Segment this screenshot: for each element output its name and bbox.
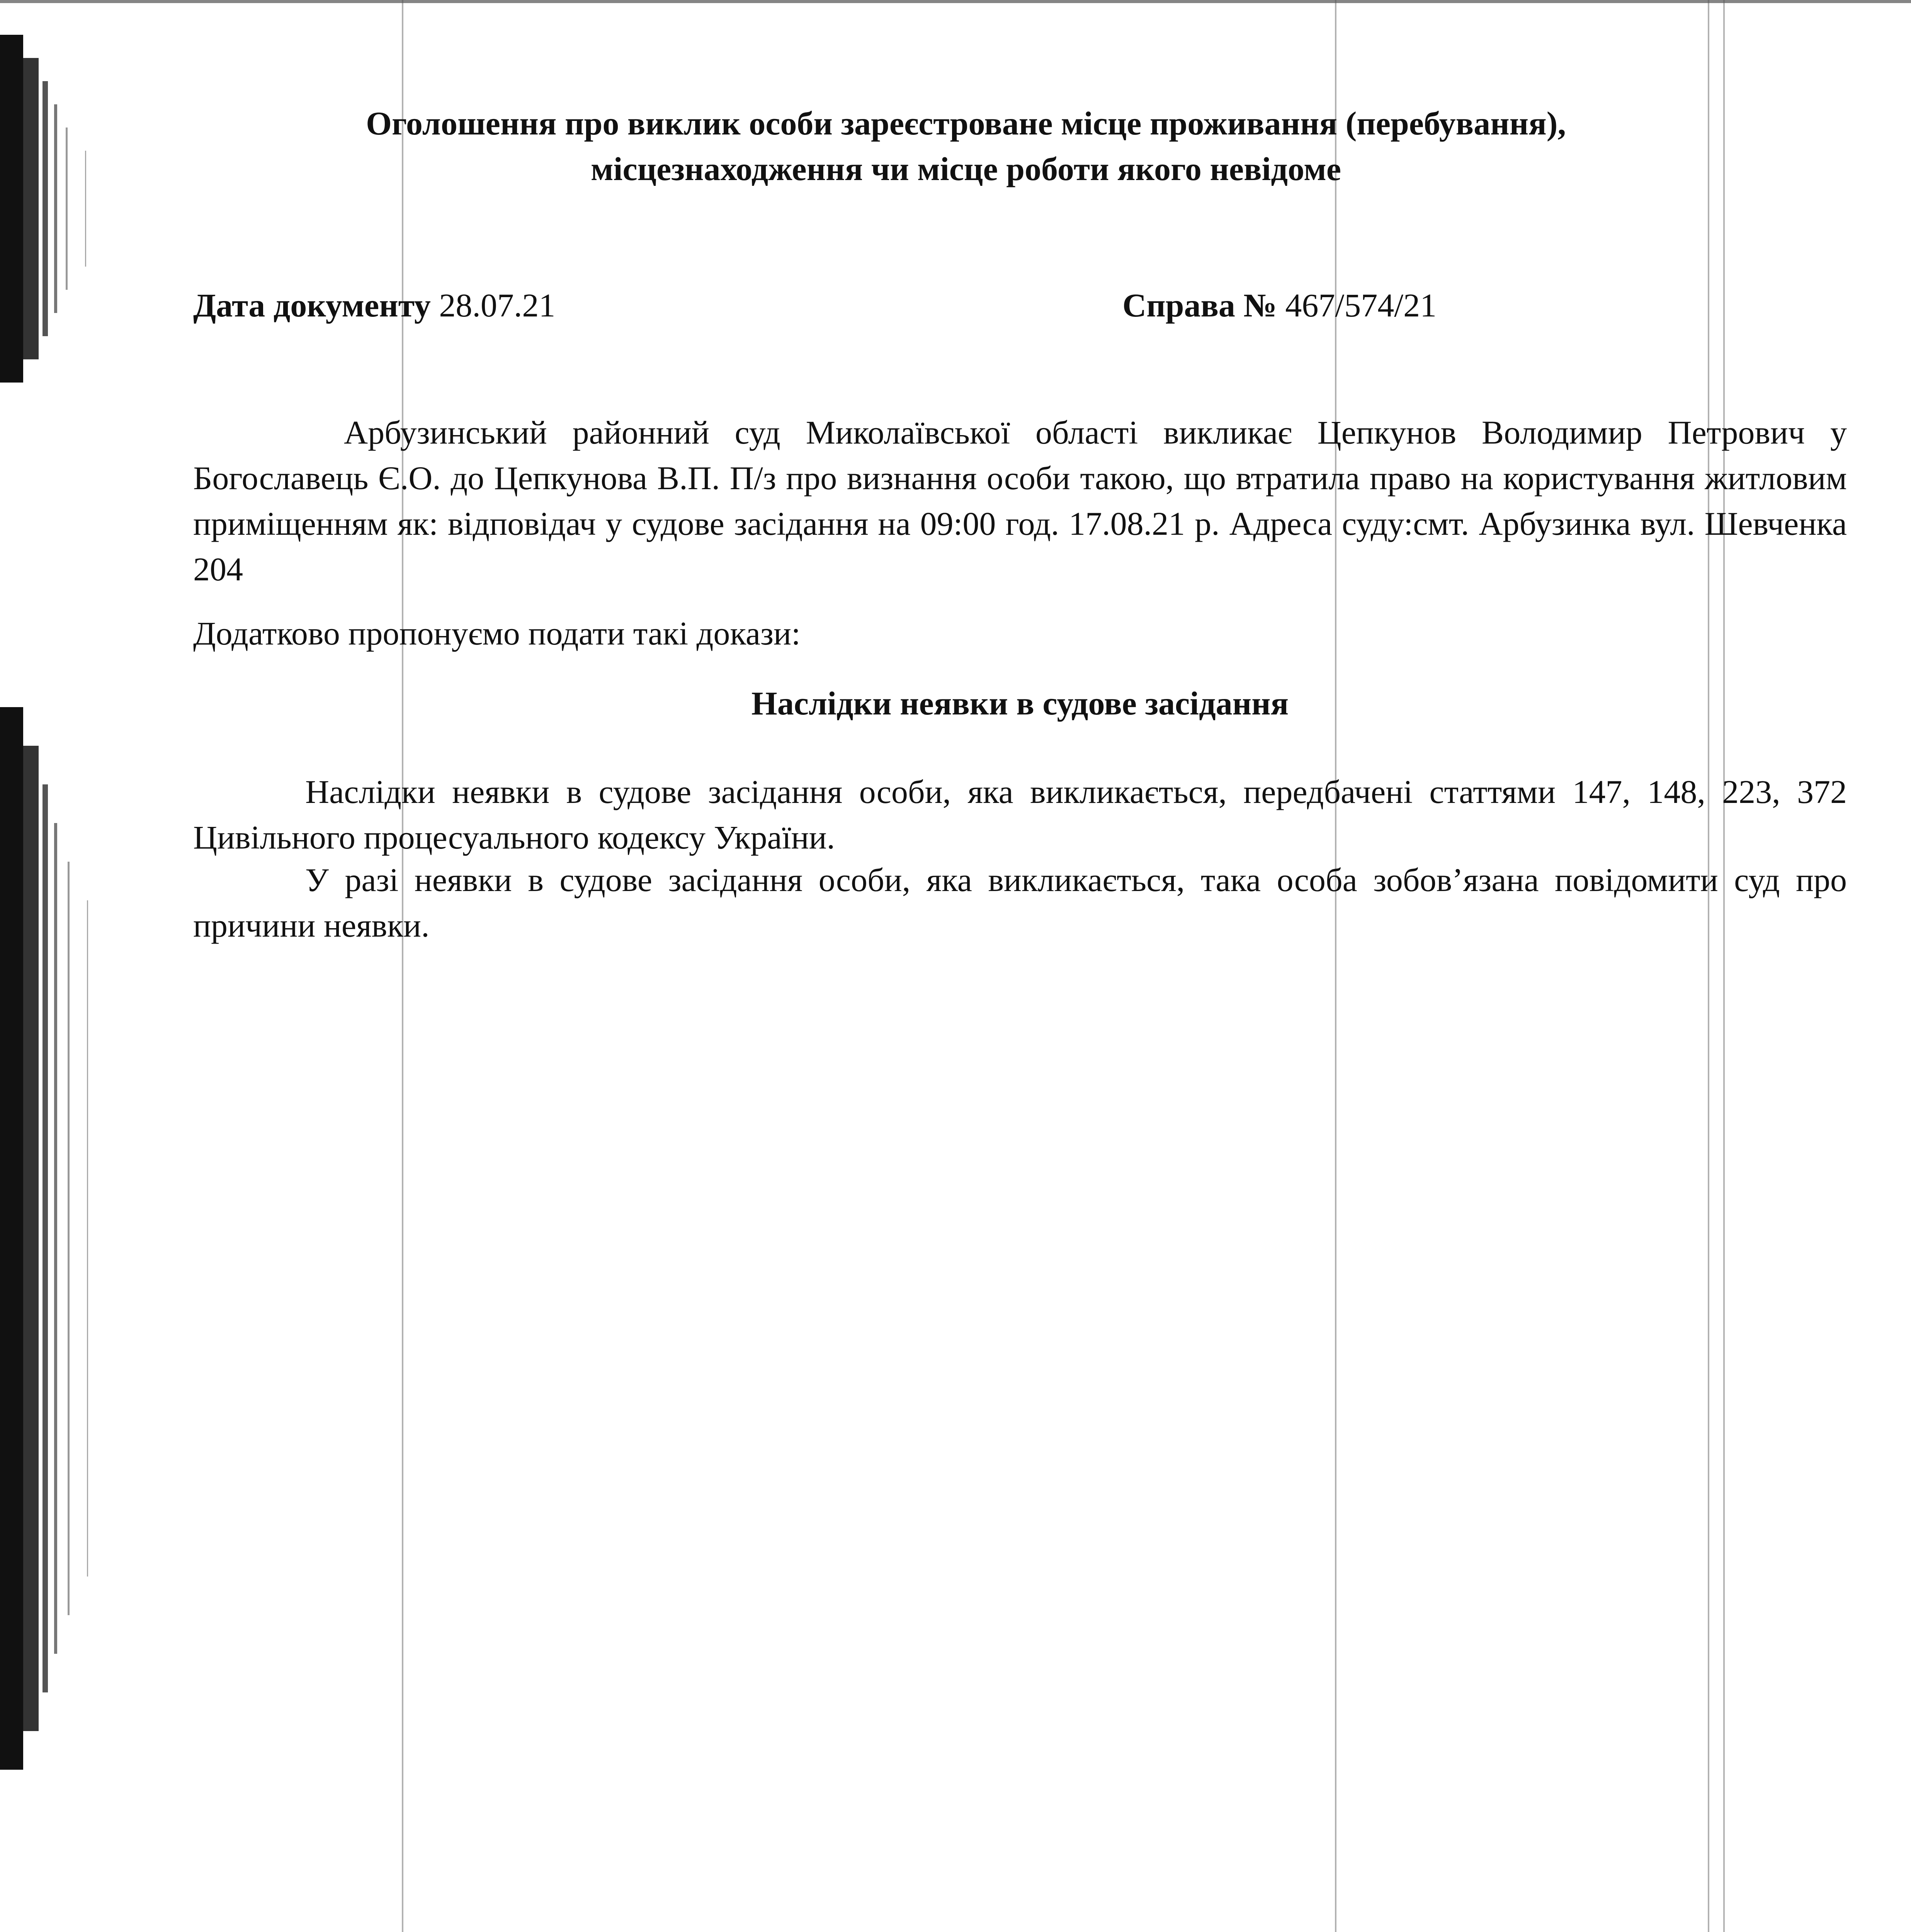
case-value: 467/574/21 [1285,287,1437,324]
scan-line [1708,0,1709,1932]
title-line-2: місцезнаходження чи місце роботи якого невідоме [590,150,1341,187]
document-date [193,286,555,325]
notification-paragraph: У разі неявки в судове засідання особи, яка викликається, така особа зобов’язана повідомити суд про причини неявки. [193,861,1847,944]
scan-top-edge [0,0,1911,3]
evidence-paragraph: Додатково пропонуємо подати такі докази: [193,615,801,652]
section-title: Наслідки неявки в судове засідання [751,685,1289,722]
consequences-paragraph: Наслідки неявки в судове засідання особи, яка викликається, передбачені статтями 147, 148, 223, 372 Цивільного процесуального кодексу України. [193,773,1847,856]
title-line-1: Оголошення про виклик особи зареєстроване місце проживання (перебування), [366,105,1566,142]
date-value: 28.07.21 [439,287,556,324]
case-label: Справа № [1122,287,1277,324]
document-title [193,100,1739,192]
summons-paragraph: Арбузинський районний суд Миколаївської області викликає Цепкунов Володимир Петрович у Богославець Є.О. до Цепкунова В.П. П/з про визнання особи такою, що втратила право на користування житловим приміщенням як: відповідач у судове засідання на 09:00 год. 17.08.21 р. Адреса суду:смт. Арбузинка вул. Шевченка 204 [193,414,1847,588]
case-number [1122,286,1437,325]
date-label: Дата документу [193,287,431,324]
scan-artifact [0,35,100,383]
scan-line [1723,0,1725,1932]
scan-artifact [0,707,100,1770]
